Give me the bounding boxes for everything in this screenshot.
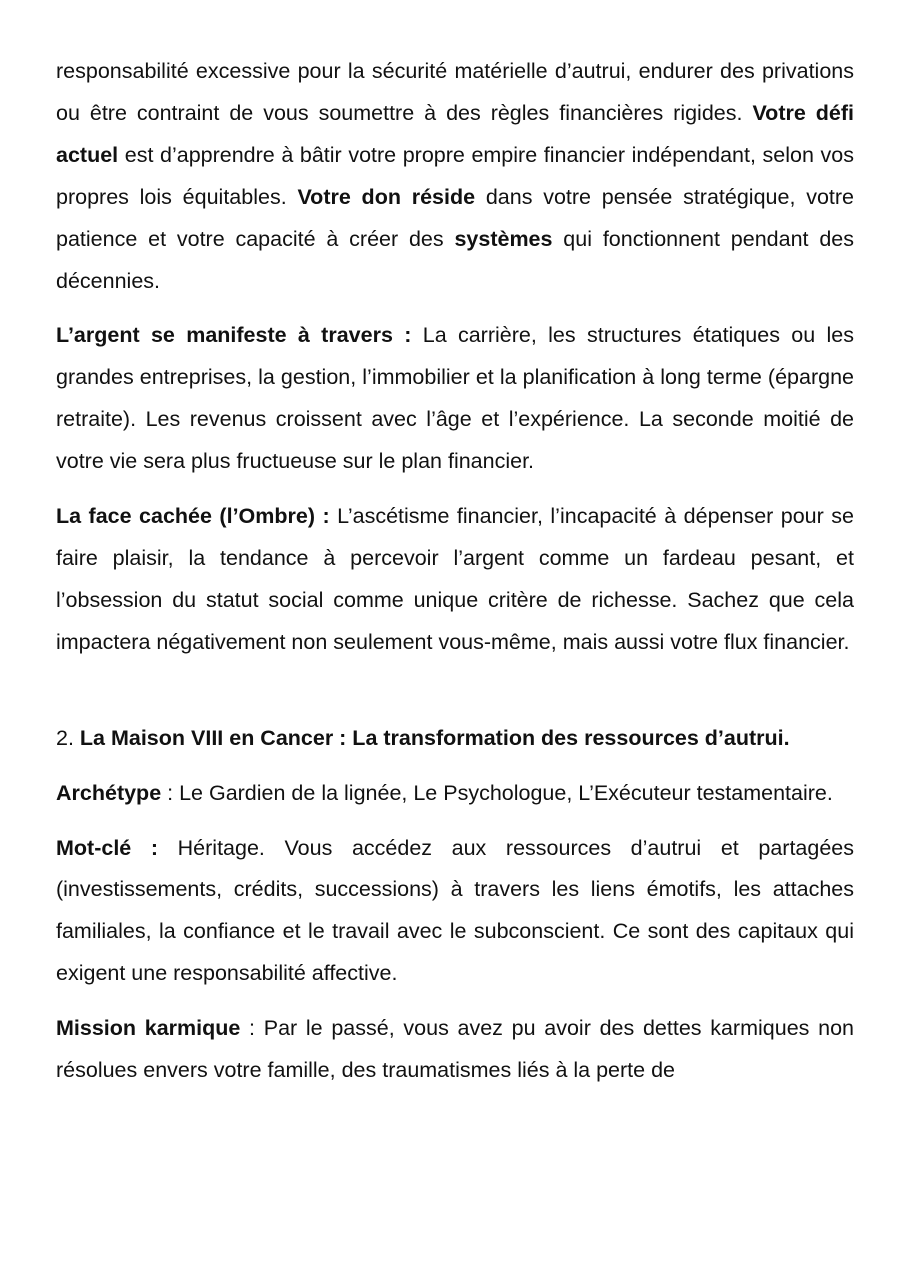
paragraph-text: : Le Gardien de la lignée, Le Psychologue, L’Exécuteur testamentaire. — [161, 780, 833, 805]
bold-challenge-label: Votre défi actuel — [56, 100, 854, 167]
paragraph-text: L’ascétisme financier, l’incapacité à dépenser pour se faire plaisir, la tendance à percevoir l’argent comme un fardeau pesant, et l’obsession du statut social comme unique critère de richesse. Sachez que cela impactera négativement non seulement vous-même, mais aussi votre flux financier. — [56, 504, 854, 654]
paragraph-text: : Par le passé, vous avez pu avoir des dettes karmiques non résolues envers votre famille, des traumatismes liés à la perte de — [56, 1016, 854, 1083]
bold-systems-word: systèmes — [454, 226, 553, 251]
paragraph-karmic-mission — [56, 1008, 854, 1092]
paragraph-saturn-challenge — [56, 51, 854, 302]
paragraph-keyword — [56, 828, 854, 996]
paragraph-label: L’argent se manifeste à travers : — [56, 323, 412, 348]
text-segment: est d’apprendre à bâtir votre propre empire financier indépendant, selon vos propres lois équitables. — [56, 142, 854, 209]
paragraph-shadow-side — [56, 496, 854, 664]
paragraph-text: Héritage. Vous accédez aux ressources d’autrui et partagées (investissements, crédits, successions) à travers les liens émotifs, les attaches familiales, la confiance et le travail avec le subconscient. Ce sont des capitaux qui exigent une responsabilité affective. — [56, 835, 854, 986]
paragraph-label: Mission karmique — [56, 1016, 241, 1041]
paragraph-text: La carrière, les structures étatiques ou les grandes entreprises, la gestion, l’immobilier et la planification à long terme (épargne retraite). Les revenus croissent avec l’âge et l’expérience. La seconde moitié de votre vie sera plus fructueuse sur le plan financier. — [56, 323, 855, 474]
text-segment: dans votre pensée stratégique, votre patience et votre capacité à créer des — [56, 184, 854, 251]
text-segment: responsabilité excessive pour la sécurité matérielle d’autrui, endurer des privations ou être contraint de vous soumettre à des règles financières rigides. — [56, 59, 854, 125]
paragraph-label: Mot-clé : — [56, 835, 159, 860]
paragraph-label: La face cachée (l’Ombre) : — [56, 504, 330, 529]
paragraph-label: Archétype — [56, 780, 162, 805]
bold-gift-label: Votre don réside — [297, 184, 476, 209]
section-title: La Maison VIII en Cancer : La transformation des ressources d’autrui. — [79, 725, 790, 750]
section-number: 2. — [56, 725, 80, 750]
text-segment: qui fonctionnent pendant des décennies. — [56, 226, 854, 293]
document-page — [56, 51, 854, 1092]
section-heading — [56, 718, 854, 760]
paragraph-archetype — [56, 773, 854, 815]
paragraph-money-manifests — [56, 315, 854, 483]
